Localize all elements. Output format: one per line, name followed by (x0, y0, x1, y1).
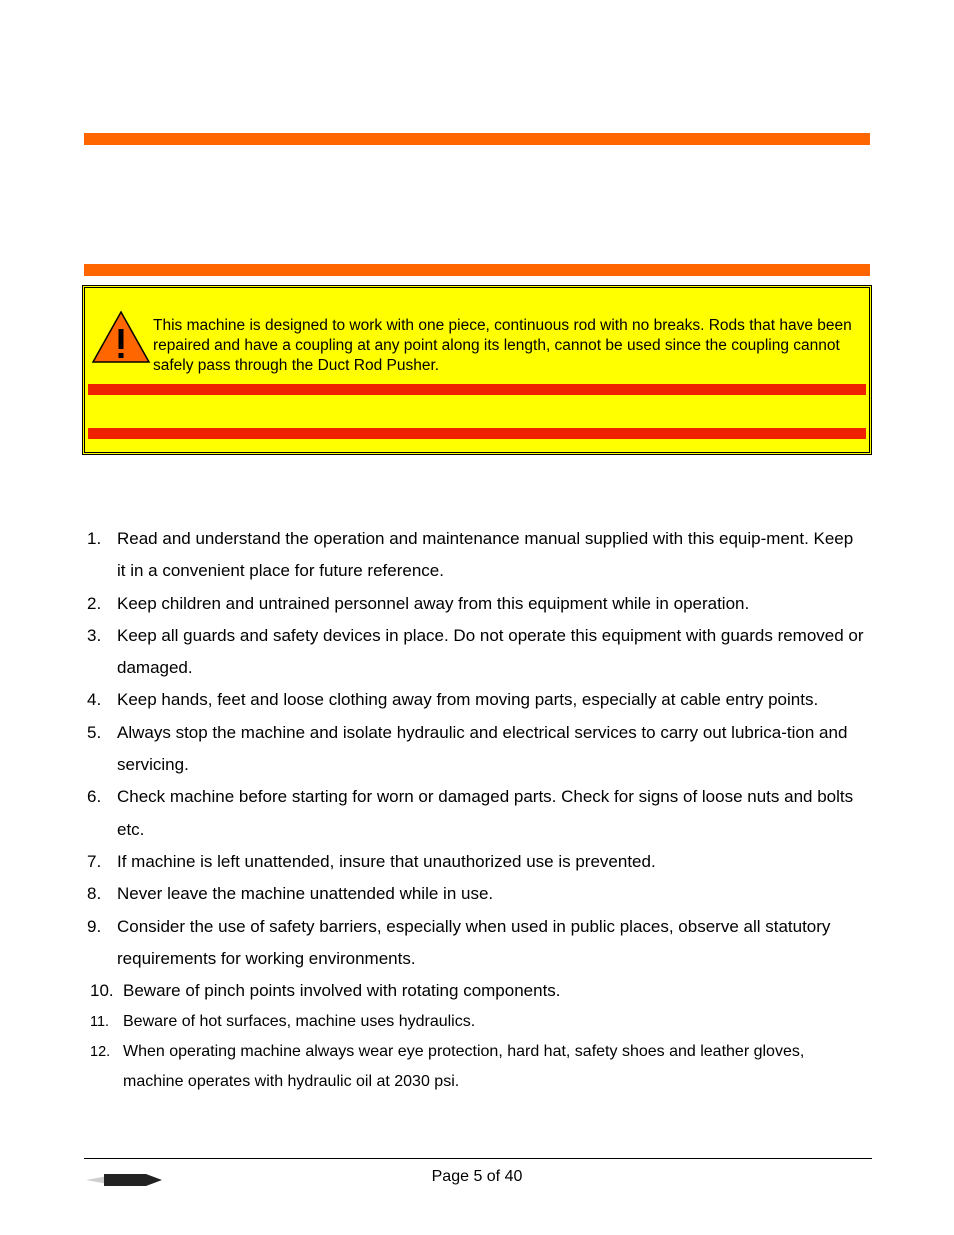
list-item: 2. Keep children and untrained personnel away from this equipment while in operation. (87, 593, 750, 613)
list-item: 1. Read and understand the operation and maintenance manual supplied with this equip-ment. Keep it in a convenient place for future reference. (87, 529, 854, 581)
list-item: 9. Consider the use of safety barriers, especially when used in public places, observe all statutory requirements for working environments. (87, 916, 831, 968)
list-item: 5. Always stop the machine and isolate hydraulic and electrical services to carry out lubrica-tion and servicing. (87, 722, 848, 775)
list-item: 7. If machine is left unattended, insure that unauthorized use is prevented. (87, 851, 656, 871)
warning-band-top (88, 384, 866, 395)
list-item: 12. When operating machine always wear eye protection, hard hat, safety shoes and leather gloves, machine operates with hydraulic oil at 2030 psi. (90, 1043, 805, 1091)
warning-band-bottom (88, 428, 866, 439)
list-item: 6. Check machine before starting for worn or damaged parts. Check for signs of loose nuts and bolts etc. (87, 787, 854, 839)
list-item: 10. Beware of pinch points involved with rotating components. (90, 981, 561, 1001)
list-item: 4. Keep hands, feet and loose clothing away from moving parts, especially at cable entry points. (87, 690, 819, 710)
safety-rules-list (84, 523, 864, 1097)
list-item: 8. Never leave the machine unattended while in use. (87, 884, 494, 904)
warning-box (82, 285, 872, 455)
header-accent-bar-bottom (84, 264, 870, 276)
list-item: 3. Keep all guards and safety devices in place. Do not operate this equipment with guards removed or damaged. (87, 625, 864, 678)
header-accent-bar-top (84, 133, 870, 145)
warning-text: This machine is designed to work with one piece, continuous rod with no breaks. Rods that have been repaired and have a coupling at any point along its length, cannot be used since the coupling cannot safely pass through the Duct Rod Pusher. (153, 317, 852, 374)
footer-divider (84, 1158, 872, 1159)
page-number: Page 5 of 40 (431, 1168, 523, 1185)
warning-triangle-icon (90, 309, 152, 365)
list-item: 11. Beware of hot surfaces, machine uses hydraulics. (90, 1013, 476, 1031)
